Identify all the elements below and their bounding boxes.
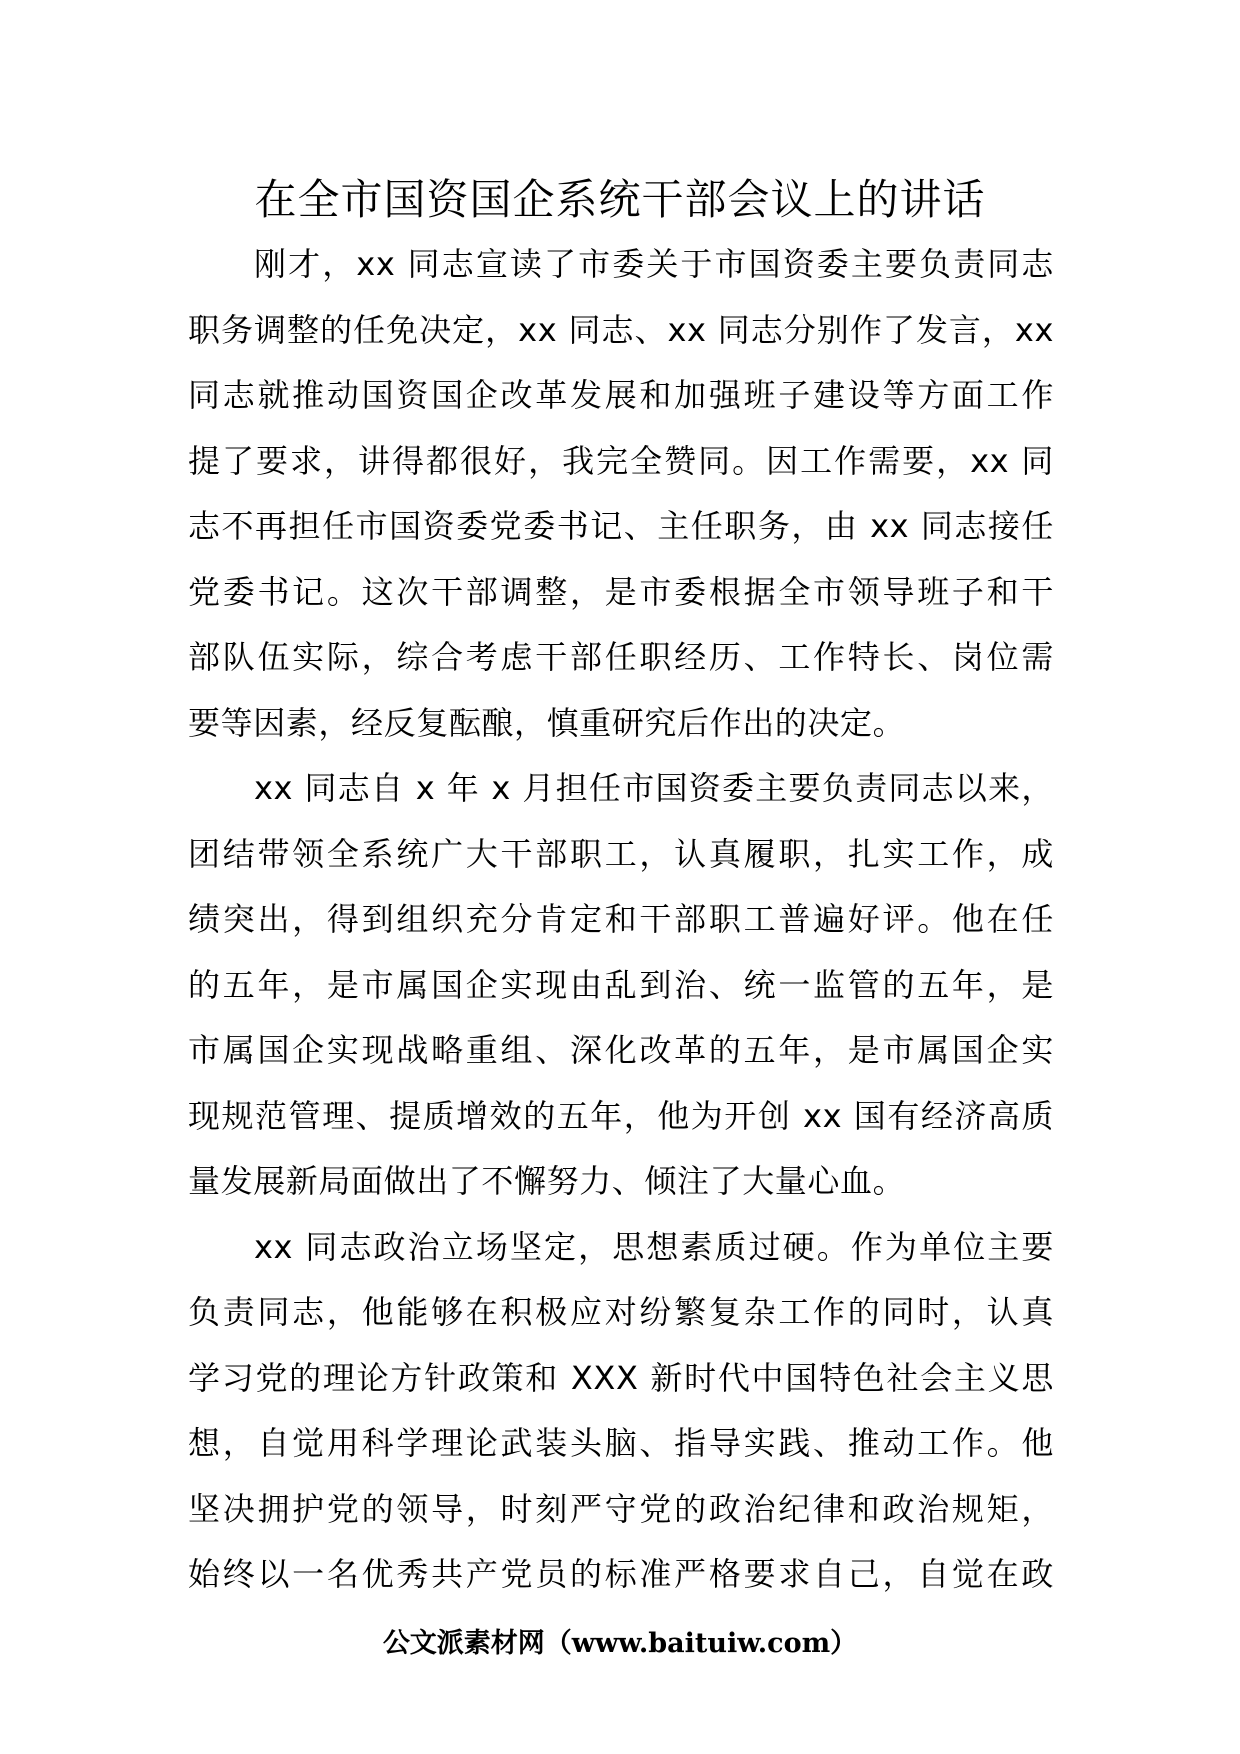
text-line: 学习党的理论方针政策和 XXX 新时代中国特色社会主义思 <box>188 1358 1054 1397</box>
text-line: xx 同志自 x 年 x 月担任市国资委主要负责同志以来， <box>254 769 1054 807</box>
paragraph-1 <box>188 232 1054 756</box>
text-line: 想，自觉用科学理论武装头脑、指导实践、推动工作。他 <box>188 1424 1054 1462</box>
text-line: 部队伍实际，综合考虑干部任职经历、工作特长、岗位需 <box>188 638 1054 676</box>
text-line: 职务调整的任免决定，xx 同志、xx 同志分别作了发言，xx <box>188 310 1054 349</box>
document-title: 在全市国资国企系统干部会议上的讲话 <box>254 175 986 224</box>
text-line: 要等因素，经反复酝酿，慎重研究后作出的决定。 <box>188 703 906 742</box>
paragraph-2 <box>188 756 1054 1215</box>
document-body <box>188 232 1054 1608</box>
text-line: 量发展新局面做出了不懈努力、倾注了大量心血。 <box>188 1162 906 1200</box>
text-line: xx 同志政治立场坚定，思想素质过硬。作为单位主要 <box>254 1227 1054 1266</box>
text-line: 党委书记。这次干部调整，是市委根据全市领导班子和干 <box>188 572 1054 611</box>
text-line: 刚才，xx 同志宣读了市委关于市国资委主要负责同志 <box>254 245 1054 283</box>
text-line: 团结带领全系统广大干部职工，认真履职，扎实工作，成 <box>188 834 1054 873</box>
text-line: 现规范管理、提质增效的五年，他为开创 xx 国有经济高质 <box>188 1096 1054 1135</box>
text-line: 始终以一名优秀共产党员的标准严格要求自己，自觉在政 <box>188 1555 1054 1593</box>
text-line: 志不再担任市国资委党委书记、主任职务，由 xx 同志接任 <box>188 507 1054 545</box>
text-line: 市属国企实现战略重组、深化改革的五年，是市属国企实 <box>188 1031 1054 1069</box>
watermark-footer: 公文派素材网（www.baituiw.com） <box>382 1628 858 1659</box>
text-line: 的五年，是市属国企实现由乱到治、统一监管的五年，是 <box>188 965 1054 1004</box>
text-line: 同志就推动国资国企改革发展和加强班子建设等方面工作 <box>188 376 1054 414</box>
text-line: 负责同志，他能够在积极应对纷繁复杂工作的同时，认真 <box>188 1293 1054 1331</box>
paragraph-3 <box>188 1215 1054 1608</box>
text-line: 绩突出，得到组织充分肯定和干部职工普遍好评。他在任 <box>188 900 1054 938</box>
text-line: 坚决拥护党的领导，时刻严守党的政治纪律和政治规矩， <box>188 1489 1054 1528</box>
text-line: 提了要求，讲得都很好，我完全赞同。因工作需要，xx 同 <box>188 441 1054 480</box>
